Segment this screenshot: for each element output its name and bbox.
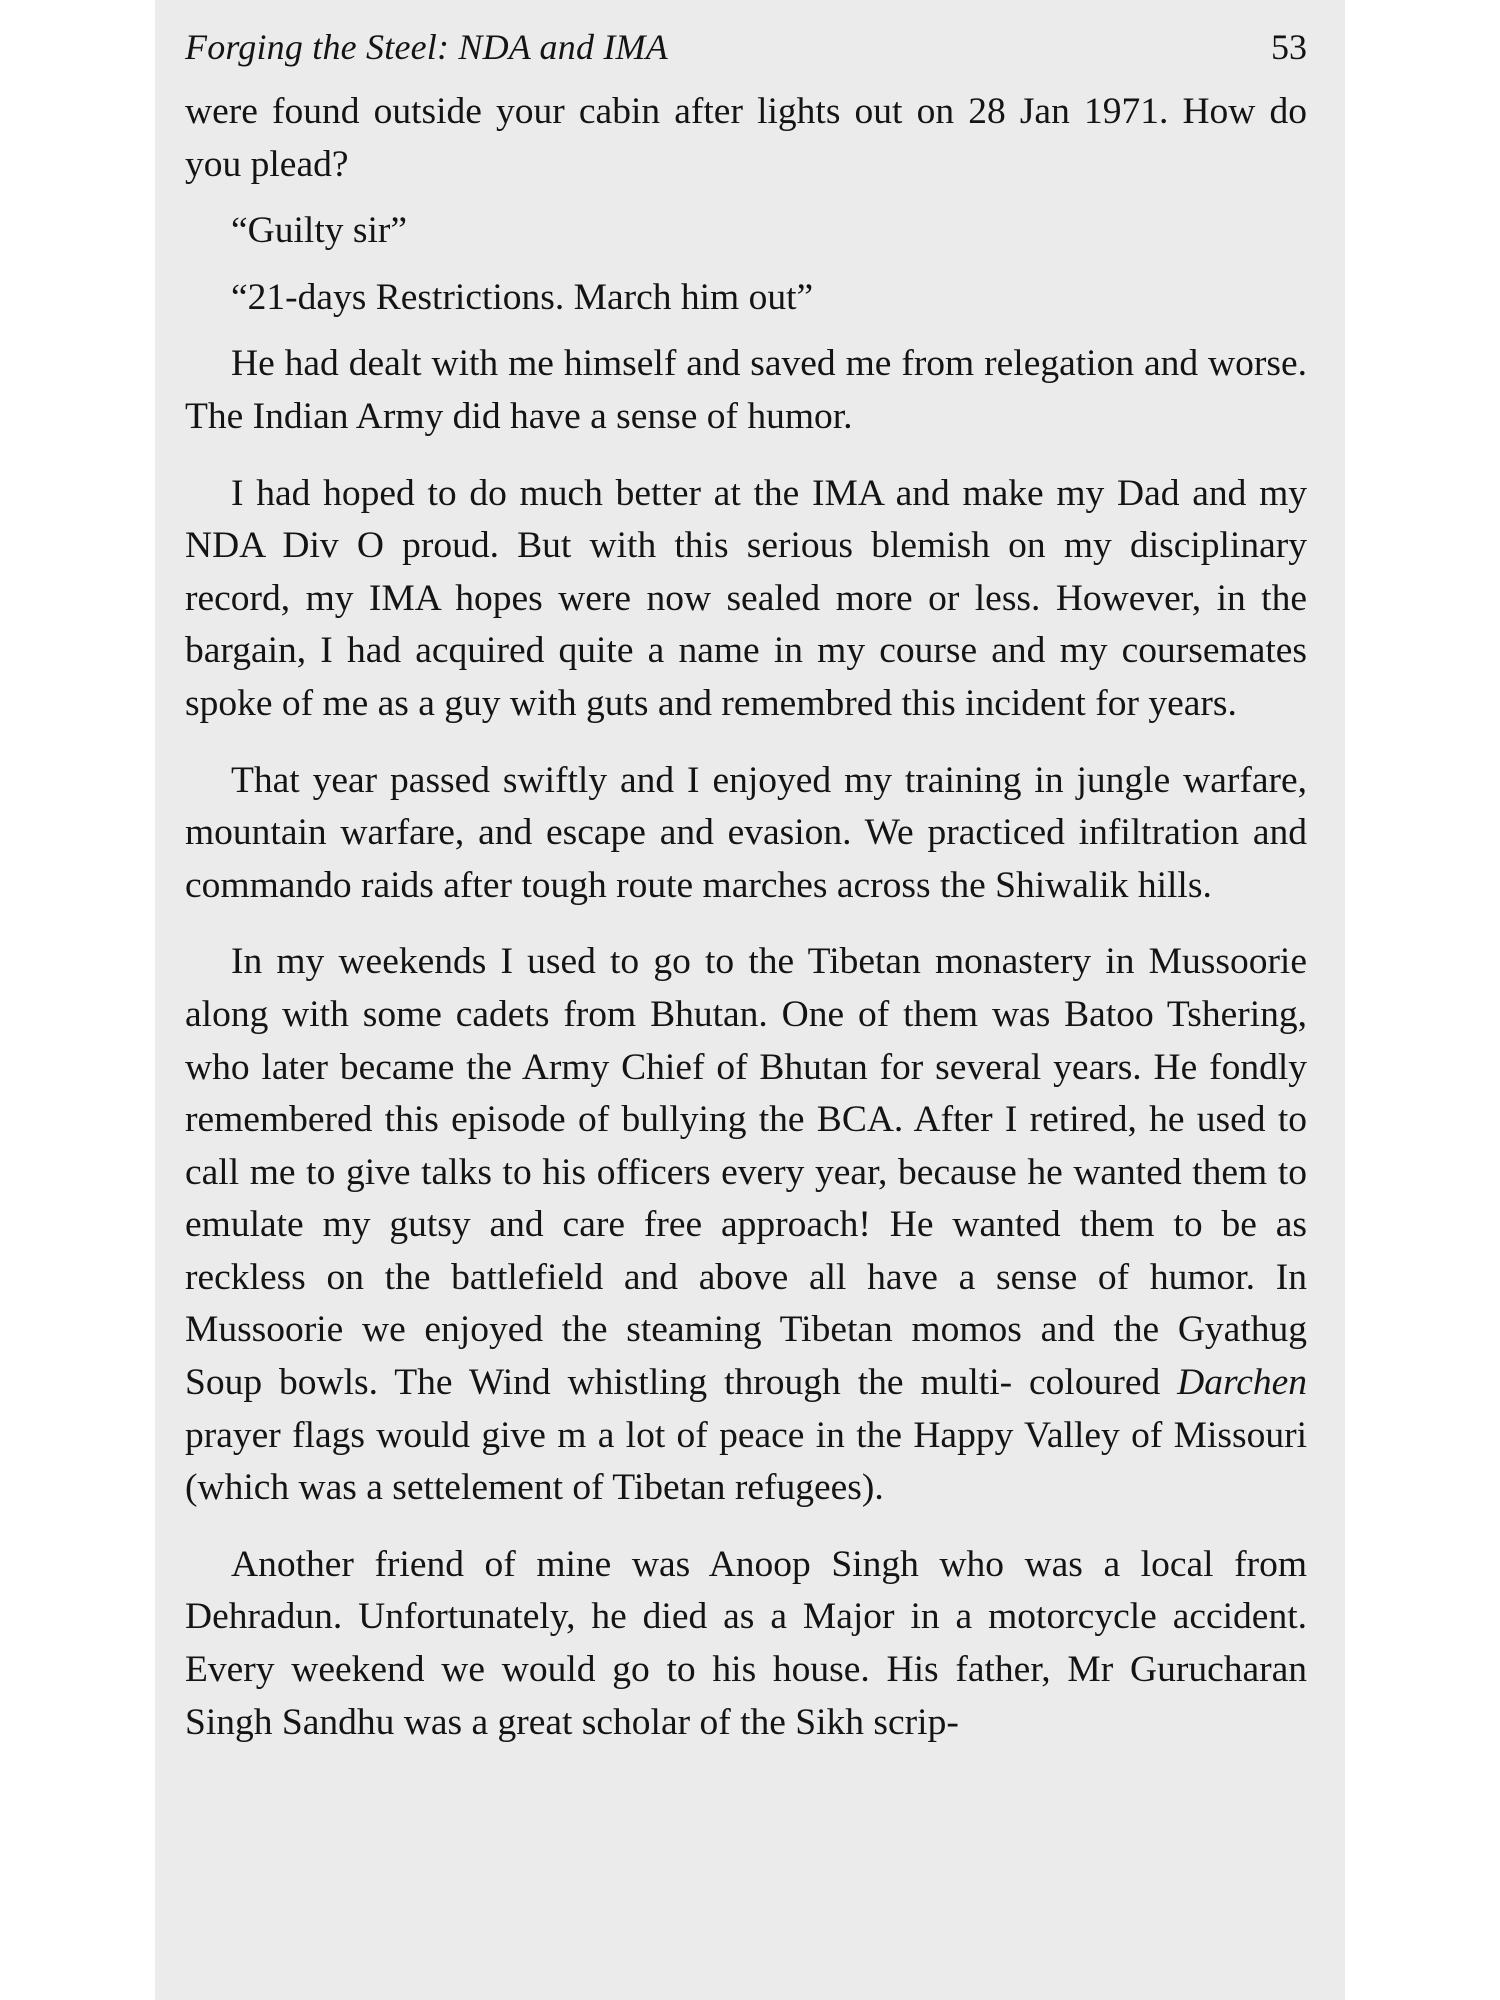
italic-term: Darchen (1177, 1362, 1307, 1404)
body-text (185, 86, 1307, 1749)
paragraph-text: In my weekends I used to go to the Tibetan monastery in Mussoorie along with some cadets from Bhutan. One of them was Batoo Tshering, who later became the Army Chief of Bhutan for several years. He fondly remembered this episode of bullying the BCA. After I retired, he used to call me to give talks to his officers every year, because he wanted them to emulate my gutsy and care free approach! He wanted them to be as reckless on the battlefield and above all have a sense of humor. In Mussoorie we enjoyed the steaming Tibetan momos and the Gyathug Soup bowls. The Wind whistling through the multi- coloured (185, 941, 1307, 1404)
paragraph: That year passed swiftly and I enjoyed my training in jungle warfare, mountain warfare, and escape and evasion. We practiced infiltration and commando raids after tough route marches across the Shiwalik hills. (185, 759, 1307, 906)
running-head (185, 26, 1307, 80)
quote-restrictions: “21-days Restrictions. March him out” (231, 276, 814, 318)
paragraph (185, 936, 1307, 1515)
paragraph: Another friend of mine was Anoop Singh who was a local from Dehradun. Unfortunately, he died as a Major in a motorcycle accident. Every weekend we would go to his house. His father, Mr Gurucharan Singh Sandhu was a great scholar of the Sikh scrip- (185, 1543, 1307, 1743)
paragraph: I had hoped to do much better at the IMA and make my Dad and my NDA Div O proud. But with this serious blemish on my disciplinary record, my IMA hopes were now sealed more or less. However, in the bargain, I had acquired quite a name in my course and my coursemates spoke of me as a guy with guts and remembred this incident for years. (185, 472, 1307, 724)
page-number: 53 (1271, 27, 1307, 67)
paragraph-text: prayer flags would give m a lot of peace in the Happy Valley of Missouri (which was a settelement of Tibetan refugees). (185, 1414, 1307, 1509)
paragraph: He had dealt with me himself and saved me from relegation and worse. The Indian Army did have a sense of humor. (185, 343, 1307, 437)
book-page (155, 0, 1345, 2000)
paragraph-continued: were found outside your cabin after lights out on 28 Jan 1971. How do you plead? (185, 91, 1307, 185)
quote-guilty: “Guilty sir” (231, 210, 408, 252)
running-title: Forging the Steel: NDA and IMA (185, 27, 668, 67)
